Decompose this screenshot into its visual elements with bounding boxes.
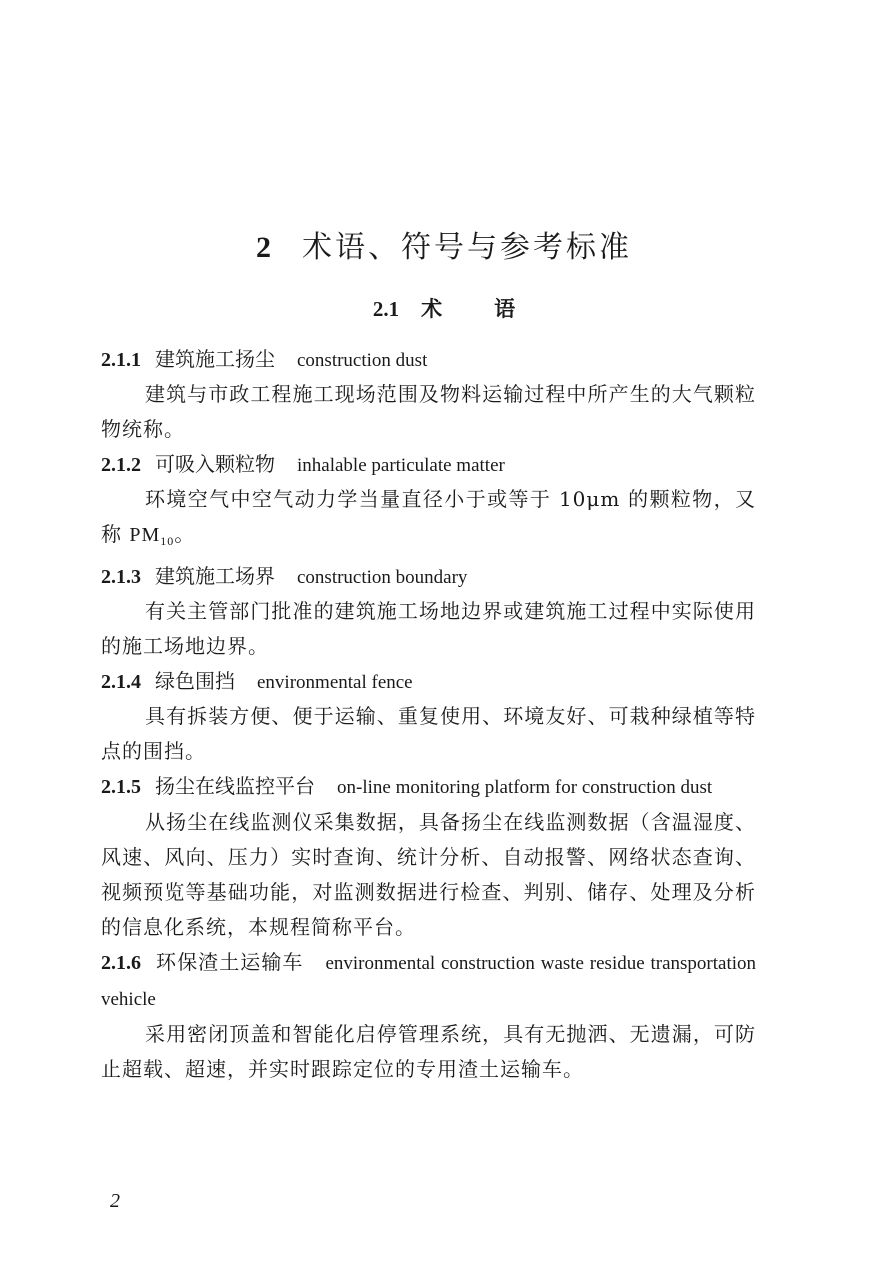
term-number: 2.1.4: [101, 671, 141, 693]
term-item: [101, 559, 756, 664]
term-heading: [101, 664, 756, 699]
term-number: 2.1.5: [101, 776, 141, 798]
term-number: 2.1.6: [101, 952, 141, 974]
term-item: [101, 664, 756, 769]
term-item: [101, 447, 756, 559]
term-name-en: construction dust: [297, 350, 428, 371]
section-title-part1: 术: [421, 296, 443, 321]
term-heading: [101, 559, 756, 594]
term-name-cn: 环保渣土运输车: [155, 950, 304, 974]
term-definition-text: 环境空气中空气动力学当量直径小于或等于 10μm 的颗粒物，又称: [101, 487, 756, 546]
term-name-cn: 可吸入颗粒物: [155, 452, 275, 476]
term-heading: [101, 945, 756, 1017]
term-definition-end: 。: [174, 522, 196, 546]
term-name-en: construction boundary: [297, 567, 468, 588]
term-heading: [101, 342, 756, 377]
terms-list: [101, 342, 756, 1087]
section-title-part2: 语: [494, 296, 516, 321]
term-number: 2.1.2: [101, 454, 141, 476]
term-heading: [101, 447, 756, 482]
term-name-cn: 建筑施工扬尘: [155, 347, 275, 371]
term-definition: 建筑与市政工程施工现场范围及物料运输过程中所产生的大气颗粒物统称。: [101, 382, 756, 441]
term-number: 2.1.1: [101, 349, 141, 371]
term-definition: 从扬尘在线监测仪采集数据，具备扬尘在线监测数据（含温湿度、风速、风向、压力）实时查询、统计分析、自动报警、网络状态查询、视频预览等基础功能，对监测数据进行检查、判别、储存、处理及分析的信息化系统，本规程简称平台。: [101, 810, 756, 939]
chapter-title: [0, 222, 888, 266]
term-name-en: inhalable particulate matter: [297, 455, 505, 476]
term-name-cn: 绿色围挡: [155, 669, 235, 693]
term-name-en: environmental fence: [257, 672, 413, 693]
term-definition: 采用密闭顶盖和智能化启停管理系统，具有无抛洒、无遗漏，可防止超载、超速，并实时跟踪定位的专用渣土运输车。: [101, 1022, 756, 1081]
term-definition: [101, 482, 756, 559]
chapter-number: 2: [256, 231, 274, 264]
term-name-cn: 扬尘在线监控平台: [155, 774, 315, 798]
term-definition: 具有拆装方便、便于运输、重复使用、环境友好、可栽种绿植等特点的围挡。: [101, 704, 756, 763]
term-definition: 有关主管部门批准的建筑施工场地边界或建筑施工过程中实际使用的施工场地边界。: [101, 599, 756, 658]
term-heading: [101, 769, 756, 805]
term-item: [101, 945, 756, 1087]
term-item: [101, 769, 756, 945]
term-name-cn: 建筑施工场界: [155, 564, 275, 588]
section-title: [0, 293, 888, 323]
term-name-en: on-line monitoring platform for construction dust: [337, 777, 713, 798]
term-name-en: environmental construction waste residue transportation vehicle: [101, 953, 756, 1010]
pm-subscript: 10: [160, 534, 175, 548]
term-number: 2.1.3: [101, 566, 141, 588]
page-number: 2: [110, 1190, 120, 1212]
section-number: 2.1: [372, 297, 400, 321]
term-item: [101, 342, 756, 447]
pm-symbol: PM: [129, 524, 161, 546]
chapter-title-text: 术语、符号与参考标准: [302, 230, 632, 265]
